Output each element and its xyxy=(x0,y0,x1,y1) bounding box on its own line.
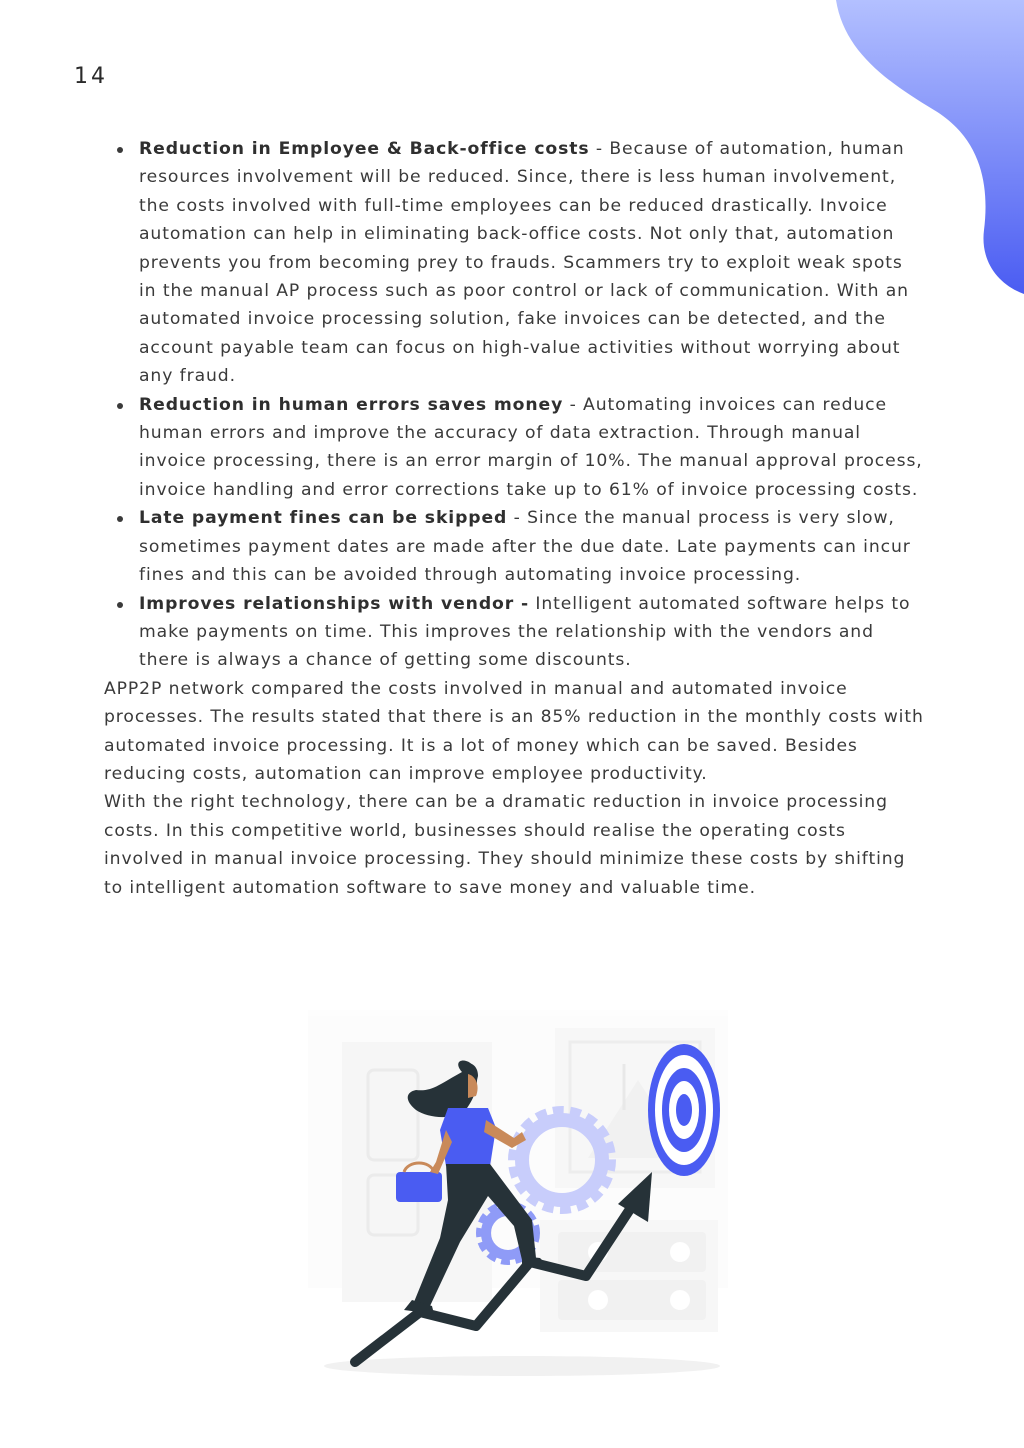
list-item-text: Intelligent automated software helps to make payments on time. This improves the relationship with the vendors and there is always a chance of getting some discounts. xyxy=(139,593,911,671)
target-icon xyxy=(648,1044,720,1176)
list-item-text: Automating invoices can reduce human errors and improve the accuracy of data extraction. Through manual invoice processing, there is an error margin of 10%. The manual approval process, invoice handling and error corrections take up to 61% of invoice processing costs. xyxy=(139,394,923,500)
list-item-text: Because of automation, human resources involvement will be reduced. Since, there is less human involvement, the costs involved with full-time employees can be reduced drastically. Invoice automation can help in eliminating back-office costs. Not only that, automation prevents you from becoming prey to frauds. Scammers try to exploit weak spots in the manual AP process such as poor control or lack of communication. With an automated invoice processing solution, fake invoices can be detected, and the account payable team can focus on high-value activities without worrying about any fraud. xyxy=(139,139,909,387)
main-content xyxy=(104,135,924,902)
list-item-heading: Improves relationships with vendor - xyxy=(139,593,530,614)
list-item xyxy=(139,135,924,391)
list-item-heading: Reduction in Employee & Back-office costs xyxy=(139,139,590,159)
body-paragraph: With the right technology, there can be a dramatic reduction in invoice processing costs. In this competitive world, businesses should realise the operating costs involved in manual invoice processing. They should minimize these costs by shifting to intelligent automation software to save money and valuable time. xyxy=(104,792,906,898)
list-item xyxy=(139,391,924,505)
list-item-heading: Late payment fines can be skipped xyxy=(139,508,508,529)
list-item-separator: - xyxy=(507,508,528,529)
woman-climbing-growth-arrow-to-target-illustration xyxy=(300,1000,740,1390)
handbag-icon xyxy=(396,1172,442,1202)
ground-shadow xyxy=(324,1356,720,1376)
list-item-text: Since the manual process is very slow, sometimes payment dates are made after the due date. Late payments can incur fines and this can be avoided through automating invoice processing. xyxy=(139,508,911,586)
benefits-list xyxy=(104,135,924,675)
list-item xyxy=(139,504,924,589)
list-item-separator: - xyxy=(589,139,610,159)
list-item xyxy=(139,590,924,675)
page-number: 14 xyxy=(74,64,108,89)
list-item-separator: - xyxy=(563,394,584,415)
body-paragraph: APP2P network compared the costs involved in manual and automated invoice processes. The results stated that there is an 85% reduction in the monthly costs with automated invoice processing. It is a lot of money which can be saved. Besides reducing costs, automation can improve employee productivity. xyxy=(104,678,924,784)
list-item-heading: Reduction in human errors saves money xyxy=(139,394,564,415)
